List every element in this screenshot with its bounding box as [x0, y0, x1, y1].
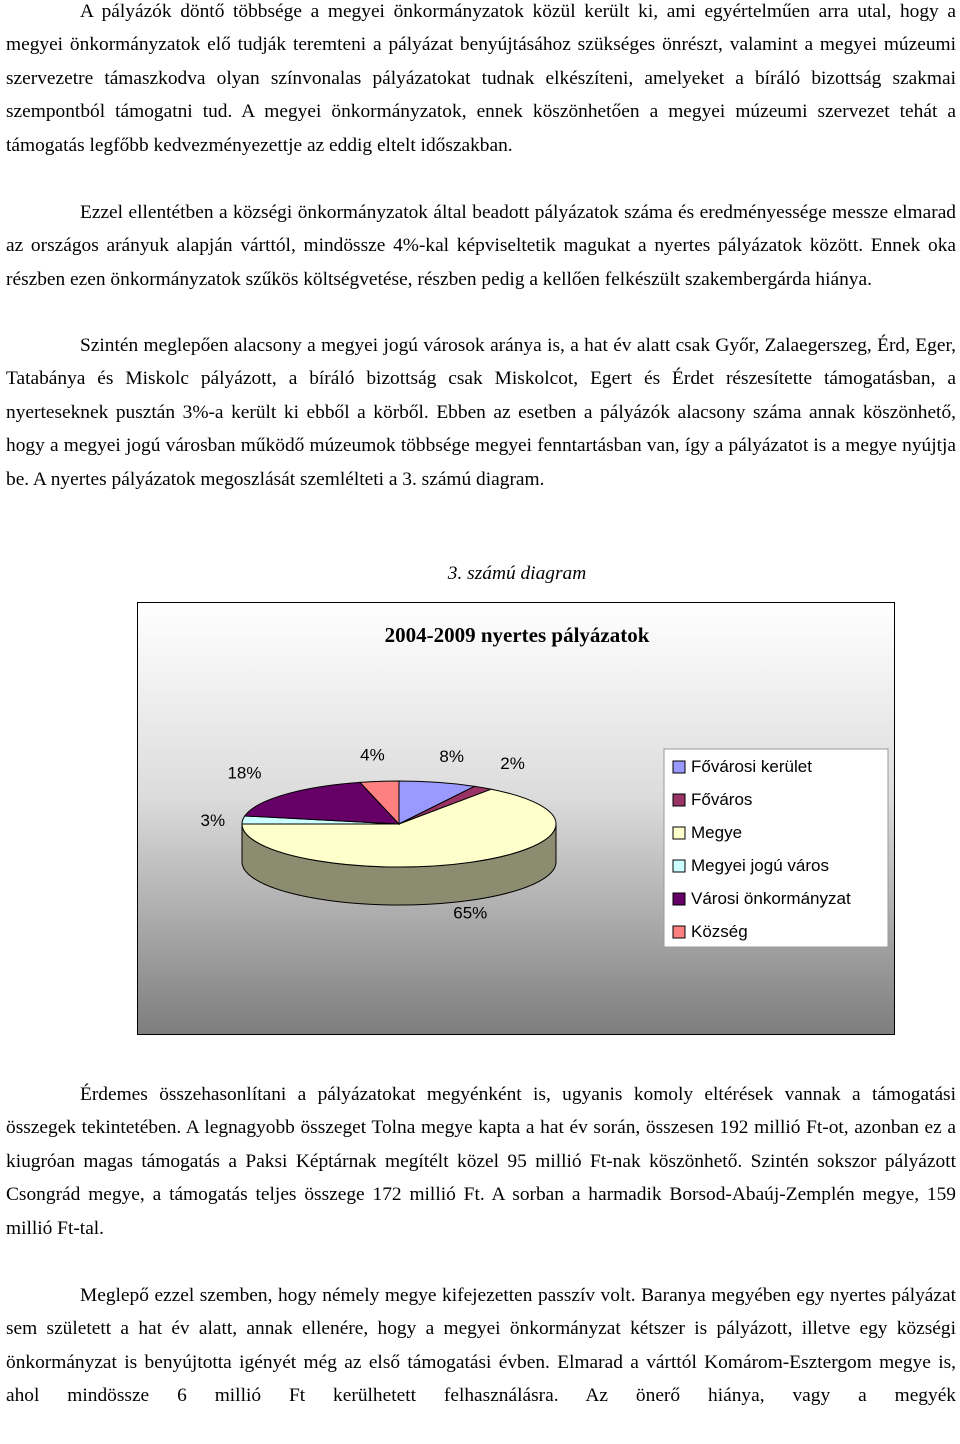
paragraph-3: Szintén meglepően alacsony a megyei jogú városok aránya is, a hat év alatt csak Győr, Zalaegerszeg, Érd, Eger, Tatabánya és Miskolc pályázott, a bíráló bizottság csak Miskolcot, Egert és Érdet részesítette támogatásban, a nyerteseknek pusztán 3%-a került ki ebből a körből. Ebben az esetben a pályázók alacsony száma annak köszönhető, hogy a megyei jogú városban működő múzeumok többsége megyei fenntartásban van, így a pályázatot is a megye nyújtja be. A nyertes pályázatok megoszlását szemlélteti a 3. számú diagram.	[6, 335, 956, 490]
data-label-megyei-jogu-varos: 3%	[200, 810, 226, 830]
legend-label-megyei-jogu-varos: Megyei jogú város	[691, 856, 829, 875]
paragraph-2: Ezzel ellentétben a községi önkormányzatok által beadott pályázatok száma és eredményessége messze elmarad az országos arányuk alapján várttól, mindössze 4%-kal képviseltetik magukat a nyertes pályázatok között. Ennek oka részben ezen önkormányzatok szűkös költségvetése, részben pedig a kellően felkészült szakembergárda hiánya.	[6, 202, 956, 290]
data-label-varosi-onkormanyzat: 18%	[227, 763, 262, 783]
paragraph-1: A pályázók döntő többsége a megyei önkormányzatok közül került ki, ami egyértelműen arra utal, hogy a megyei önkormányzatok elő tudják teremteni a pályázat benyújtásához szükséges önrészt, valamint a megyei múzeumi szervezetre támaszkodva olyan színvonalas pályázatokat tudnak elkészíteni, amelyeket a bíráló bizottság szakmai szempontból támogatni tud. A megyei önkormányzatok, ennek köszönhetően a megyei múzeumi szervezet tehát a támogatás legfőbb kedvezményezettje az eddig eltelt időszakban.	[6, 1, 956, 156]
legend-swatch-megyei-jogu-varos	[673, 860, 685, 872]
legend-label-fovaros: Főváros	[691, 790, 753, 809]
legend-swatch-fovaros	[673, 794, 685, 806]
data-label-megye: 65%	[453, 903, 488, 923]
legend	[664, 749, 888, 947]
chart-title: 2004-2009 nyertes pályázatok	[384, 623, 650, 647]
data-label-fovaros: 2%	[500, 753, 525, 773]
legend-swatch-varosi-onkormanyzat	[673, 893, 685, 905]
legend-swatch-kozseg	[673, 926, 685, 938]
diagram-caption: 3. számú diagram	[447, 563, 587, 584]
data-label-fovarosi-kerulet: 8%	[439, 746, 464, 766]
pie-chart	[137, 602, 895, 1035]
legend-label-fovarosi-kerulet: Fővárosi kerület	[691, 757, 812, 776]
data-label-kozseg: 4%	[360, 745, 385, 765]
legend-swatch-fovarosi-kerulet	[673, 761, 685, 773]
legend-label-megye: Megye	[691, 823, 743, 842]
legend-swatch-megye	[673, 827, 685, 839]
paragraph-5: Meglepő ezzel szemben, hogy némely megye kifejezetten passzív volt. Baranya megyében egy nyertes pályázat sem született a hat év alatt, annak ellenére, hogy a megyei önkormányzat kétszer is pályázott, illetve egy községi önkormányzat is benyújtotta igényét még az első támogatási évben. Elmarad a várttól Komárom-Esztergom megye is, ahol mindössze 6 millió Ft kerülhetett felhasználásra. Az önerő hiánya, vagy a megyék	[6, 1285, 956, 1407]
legend-label-varosi-onkormanyzat: Városi önkormányzat	[691, 889, 851, 908]
paragraph-4: Érdemes összehasonlítani a pályázatokat megyénként is, ugyanis komoly eltérések vannak a támogatási összegek tekintetében. A legnagyobb összeget Tolna megye kapta a hat év során, összesen 192 millió Ft-ot, azonban ez a kiugróan magas támogatás a Paksi Képtárnak megítélt közel 95 millió Ft-nak köszönhető. Szintén sokszor pályázott Csongrád megye, a támogatás teljes összege 172 millió Ft. A sorban a harmadik Borsod-Abaúj-Zemplén megye, 159 millió Ft-tal.	[6, 1084, 956, 1239]
legend-label-kozseg: Község	[691, 922, 748, 941]
